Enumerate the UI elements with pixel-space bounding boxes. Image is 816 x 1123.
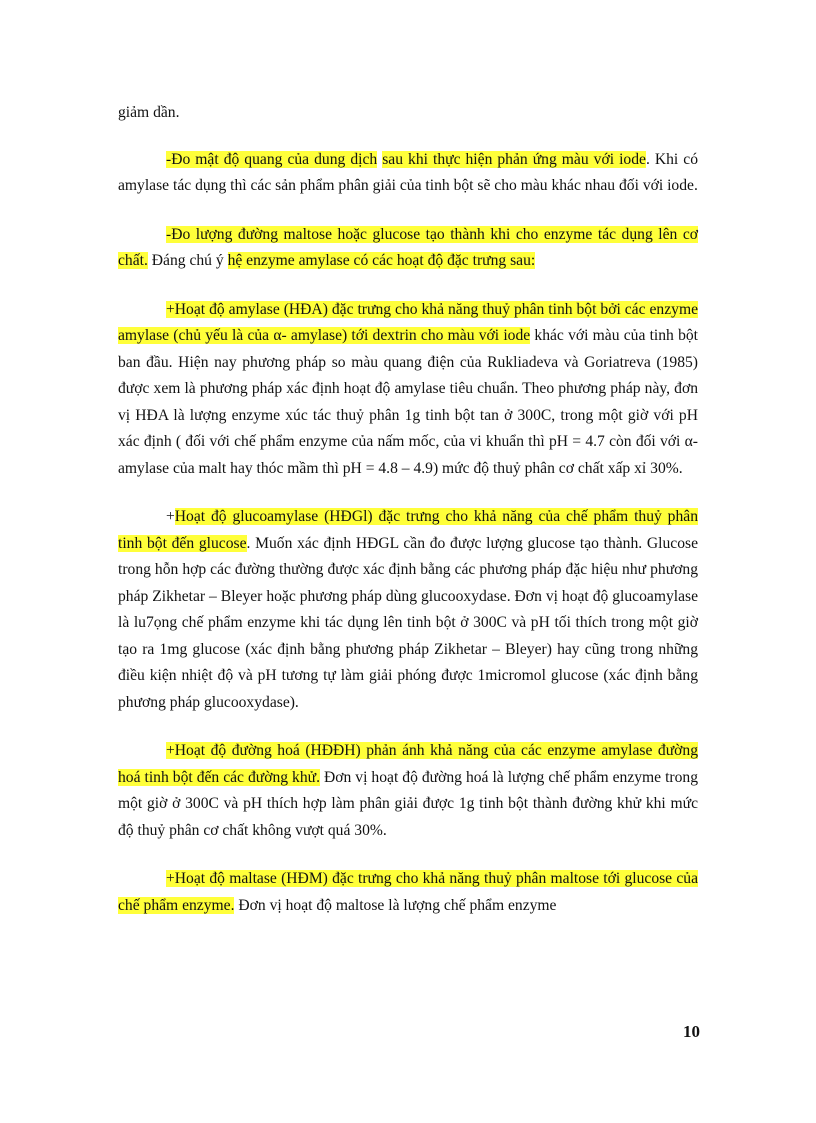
text-segment: Đáng chú ý: [147, 252, 228, 269]
paragraph-p0: [118, 100, 698, 127]
highlighted-segment: +Hoạt độ đường hoá (HĐĐH) phản ánh khả năng của các enzyme amylase đường hoá tinh bột đến các đường khử.: [118, 742, 698, 786]
text-segment: Đơn vị hoạt độ maltose là lượng chế phẩm enzyme: [234, 896, 557, 914]
highlighted-segment: +Hoạt độ maltase (HĐM) đặc trưng cho khả năng thuỷ phân maltose tới glucose của chế phẩm enzyme.: [118, 870, 698, 914]
paragraph-p5: [118, 738, 698, 844]
highlighted-segment: sau khi thực hiện phản ứng màu với iode: [382, 150, 646, 168]
paragraph-p1: [118, 147, 698, 200]
text-segment: khác với màu của tinh bột ban đầu. Hiện nay phương pháp so màu quang điện của Rukliadeva và Goriatreva (1985) được xem là phương pháp xác định hoạt độ amylase tiêu chuẩn. Theo phương pháp này, đơn vị HĐA là lượng enzyme xúc tác thuỷ phân 1g tinh bột tan ở 300C, trong một giờ với pH xác định ( đối với chế phẩm enzyme của nấm mốc, của vi khuẩn thì pH = 4.7 còn đối với α- amylase của malt hay thóc mầm thì pH = 4.8 – 4.9) mức độ thuỷ phân cơ chất xấp xỉ 30%.: [118, 327, 698, 477]
highlighted-segment: -Đo lượng đường maltose hoặc glucose tạo thành khi cho enzyme tác dụng lên cơ chất.: [118, 225, 698, 269]
paragraph-p3: [118, 297, 698, 483]
highlighted-segment: +Hoạt độ amylase (HĐA) đặc trưng cho khả năng thuỷ phân tinh bột bởi các enzyme amylase (chủ yếu là của α- amylase) tới dextrin cho màu với iode: [118, 300, 698, 344]
text-segment: . Khi có amylase tác dụng thì các sản phẩm phân giải của tinh bột sẽ cho màu khác nhau đối với iode.: [118, 150, 698, 194]
highlighted-segment: Hoạt độ glucoamylase (HĐGl) đặc trưng cho khả năng của chế phẩm thuỷ phân tinh bột đến glucose: [118, 508, 698, 552]
highlighted-segment: hệ enzyme amylase có các hoạt độ đặc trưng sau:: [227, 252, 536, 269]
text-segment: giảm dần.: [118, 104, 180, 121]
text-segment: Đơn vị hoạt độ đường hoá là lượng chế phẩm enzyme trong một giờ ở 300C và pH thích hợp làm phân giải được 1g tinh bột thành đường khử khi mức độ thuỷ phân cơ chất không vượt quá 30%.: [118, 768, 699, 839]
document-body: [118, 100, 698, 941]
highlighted-segment: -Đo mật độ quang của dung dịch: [166, 150, 378, 168]
text-segment: +: [166, 508, 175, 525]
paragraph-p2: [118, 222, 698, 275]
paragraph-p4: [118, 504, 698, 716]
page-number: 10: [683, 1022, 700, 1041]
text-segment: . Muốn xác định HĐGL cần đo được lượng glucose tạo thành. Glucose trong hỗn hợp các đường thường được xác định bằng các phương pháp đặc hiệu như phương pháp Zikhetar – Bleyer hoặc phương pháp dùng glucooxydase. Đơn vị hoạt độ glucoamylase là lu7ọng chế phẩm enzyme khi tác dụng lên tinh bột ở 300C và pH tối thích trong một giờ tạo ra 1mg glucose (xác định bằng phương pháp Zikhetar – Bleyer) hay cũng trong những điều kiện nhiệt độ và pH tương tự làm giải phóng được 1micromol glucose (xác định bằng phương pháp glucooxydase).: [118, 534, 698, 711]
paragraph-p6: [118, 866, 698, 919]
